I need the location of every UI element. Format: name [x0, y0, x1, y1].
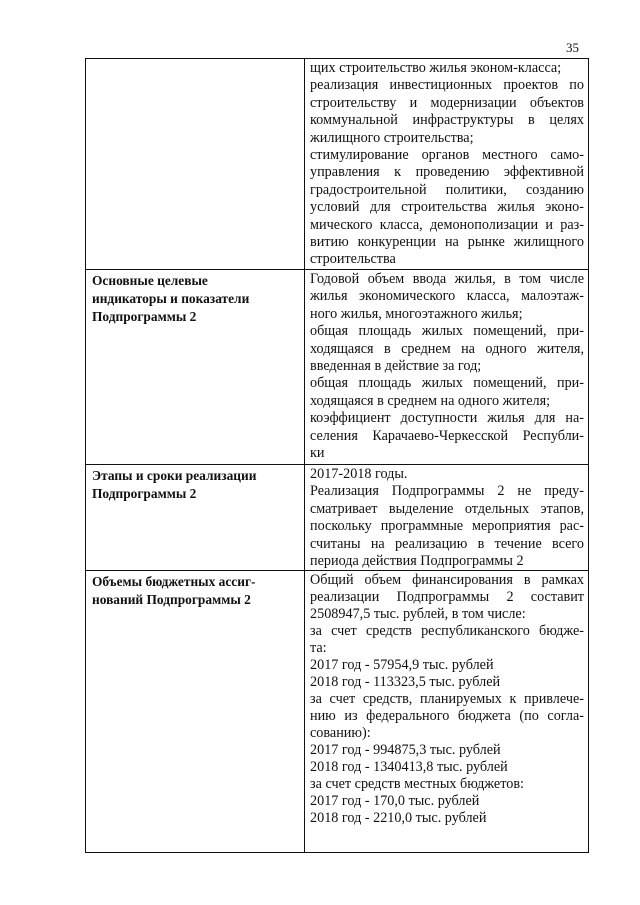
text-line: периода действия Подпрограммы 2 — [310, 553, 524, 570]
row-label-cell — [86, 465, 305, 571]
table-row-continuation — [86, 59, 589, 270]
text-line: витию конкуренции на рынке жилищного — [310, 234, 584, 251]
text-line: жилищного строительства; — [310, 129, 474, 146]
text-line: за счет средств республиканского бюдже- — [310, 623, 584, 640]
text-line: стимулирование органов местного само- — [310, 147, 584, 164]
text-line: селения Карачаево-Черкесской Республи- — [310, 427, 584, 444]
text-line: считаны на реализацию в течение всего — [310, 535, 584, 552]
text-line: ходящаяся в среднем на одного жителя; — [310, 392, 551, 409]
text-line: введенная в действие за год; — [310, 358, 482, 375]
row-value-text — [310, 572, 584, 827]
text-line: щих строительство жилья эконом-класса; — [310, 60, 562, 76]
text-line: общая площадь жилых помещений, при- — [310, 375, 584, 392]
text-line: 2508947,5 тыс. рублей, в том числе: — [310, 606, 526, 623]
text-line: коммунальной инфраструктуры в целях — [310, 112, 584, 129]
row-label: Этапы и сроки реализации Подпрограммы 2 — [92, 468, 257, 501]
text-line: ного жилья, многоэтажного жилья; — [310, 305, 523, 322]
text-line: коэффициент доступности жилья для на- — [310, 410, 584, 427]
text-line: поскольку программные мероприятия рас- — [310, 518, 584, 535]
text-line: 2017 год - 170,0 тыс. рублей — [310, 793, 480, 810]
text-line: строительства — [310, 251, 396, 268]
subprogram-passport-table — [85, 58, 589, 853]
text-line: общая площадь жилых помещений, при- — [310, 323, 584, 340]
text-line: жилья экономического класса, малоэтаж- — [310, 288, 584, 305]
text-line: за счет средств местных бюджетов: — [310, 776, 524, 793]
row-value-text — [310, 466, 584, 570]
row-value-cell — [305, 465, 589, 571]
text-line: мического класса, демонополизации и раз- — [310, 216, 584, 233]
text-line: сматривает выделение отдельных этапов, — [310, 500, 584, 517]
text-line: 2017 год - 57954,9 тыс. рублей — [310, 657, 494, 674]
row-value-text — [310, 60, 584, 269]
text-line: Реализация Подпрограммы 2 не преду- — [310, 483, 584, 500]
row-label: Основные целевые индикаторы и показатели Подпрограммы 2 — [92, 273, 250, 324]
text-line: 2017-2018 годы. — [310, 466, 408, 482]
text-line: Годовой объем ввода жилья, в том числе — [310, 271, 584, 287]
row-label-cell — [86, 59, 305, 270]
text-line: градостроительной политики, созданию — [310, 181, 584, 198]
row-label-cell — [86, 571, 305, 853]
text-line: ки — [310, 445, 325, 462]
table-row-target-indicators — [86, 270, 589, 465]
row-value-cell — [305, 270, 589, 465]
text-line: сованию): — [310, 725, 371, 742]
text-line: нию из федерального бюджета (по согла- — [310, 708, 584, 725]
table-row-stages-and-terms — [86, 465, 589, 571]
text-line: управления к проведению эффективной — [310, 164, 584, 181]
text-line: 2018 год - 1340413,8 тыс. рублей — [310, 759, 508, 776]
text-line: за счет средств, планируемых к привлече- — [310, 691, 584, 708]
text-line: 2017 год - 994875,3 тыс. рублей — [310, 742, 501, 759]
row-label: Объемы бюджетных ассиг- нований Подпрограммы 2 — [92, 574, 256, 608]
row-value-cell — [305, 59, 589, 270]
text-line: реализации Подпрограммы 2 составит — [310, 589, 584, 606]
row-label-cell — [86, 270, 305, 465]
text-line: Общий объем финансирования в рамках — [310, 572, 584, 589]
text-line: строительству и модернизации объектов — [310, 94, 584, 111]
text-line: 2018 год - 113323,5 тыс. рублей — [310, 674, 501, 691]
page-number: 35 — [566, 40, 579, 55]
row-value-cell — [305, 571, 589, 853]
row-value-text — [310, 271, 584, 462]
text-line: 2018 год - 2210,0 тыс. рублей — [310, 810, 487, 827]
text-line: та: — [310, 640, 327, 657]
table-row-budget-allocations — [86, 571, 589, 853]
text-line: реализация инвестиционных проектов по — [310, 77, 584, 94]
text-line: условий для строительства жилья эконо- — [310, 199, 584, 216]
text-line: ходящаяся в среднем на одного жителя, — [310, 340, 584, 357]
